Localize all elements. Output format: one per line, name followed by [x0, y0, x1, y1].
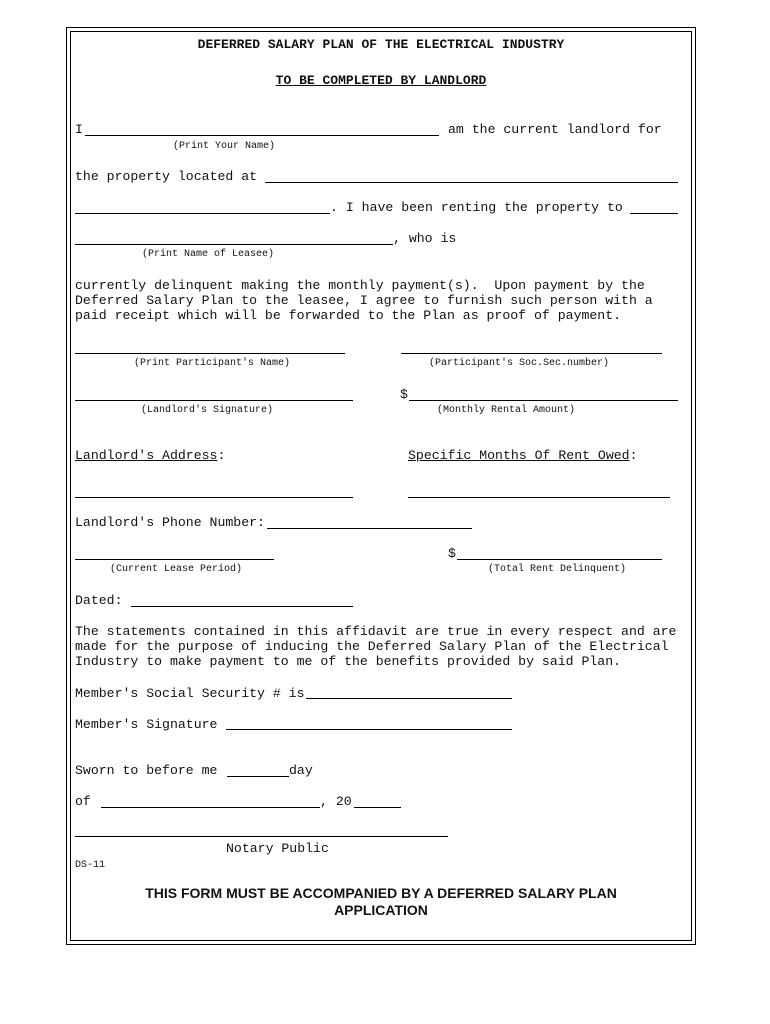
form-code: DS-11: [75, 860, 106, 871]
of-label: of: [75, 794, 91, 809]
specific-months-field[interactable]: [408, 497, 670, 498]
total-rent-delinquent-caption: (Total Rent Delinquent): [488, 564, 627, 575]
lessee-name-field[interactable]: [75, 244, 393, 245]
paragraph-line-3: paid receipt which will be forwarded to the Plan as proof of payment.: [75, 308, 622, 323]
member-ssn-field[interactable]: [306, 698, 512, 699]
landlord-phone-field[interactable]: [267, 528, 472, 529]
sworn-label: Sworn to before me: [75, 763, 218, 778]
print-name-caption: (Print Your Name): [173, 141, 276, 152]
renting-to-field[interactable]: [630, 213, 678, 214]
member-ssn-label: Member's Social Security # is: [75, 686, 305, 701]
renting-text: . I have been renting the property to: [330, 200, 623, 215]
notary-public-label: Notary Public: [226, 841, 329, 856]
landlord-signature-field[interactable]: [75, 400, 353, 401]
participant-name-caption: (Print Participant's Name): [134, 358, 291, 369]
sworn-month-field[interactable]: [101, 807, 320, 808]
dated-field[interactable]: [131, 606, 353, 607]
specific-months-label: Specific Months Of Rent Owed: [408, 448, 630, 463]
day-label: day: [289, 763, 313, 778]
form-subtitle: TO BE COMPLETED BY LANDLORD: [275, 73, 487, 88]
current-landlord-text: am the current landlord for: [448, 122, 662, 137]
who-is-text: , who is: [393, 231, 457, 246]
year-prefix: , 20: [320, 794, 352, 809]
property-address-field[interactable]: [265, 182, 678, 183]
current-lease-period-caption: (Current Lease Period): [110, 564, 243, 575]
paragraph-line-1: currently delinquent making the monthly payment(s). Upon payment by the: [75, 278, 645, 293]
footer-line-2: APPLICATION: [334, 902, 428, 918]
statement-line-1: The statements contained in this affidavit are true in every respect and are: [75, 624, 677, 639]
property-label: the property located at: [75, 169, 258, 184]
total-rent-dollar: $: [448, 546, 456, 561]
specific-months-colon: :: [629, 448, 638, 463]
monthly-rental-dollar: $: [400, 387, 408, 402]
participant-name-field[interactable]: [75, 353, 345, 354]
member-signature-field[interactable]: [226, 729, 512, 730]
paragraph-line-2: Deferred Salary Plan to the leasee, I agree to furnish such person with a: [75, 293, 653, 308]
footer-line-1: THIS FORM MUST BE ACCOMPANIED BY A DEFERRED SALARY PLAN: [145, 885, 617, 901]
member-signature-label: Member's Signature: [75, 717, 218, 732]
landlord-address-field[interactable]: [75, 497, 353, 498]
current-lease-period-field[interactable]: [75, 559, 274, 560]
property-address-continued-field[interactable]: [75, 213, 330, 214]
monthly-rental-field[interactable]: [409, 400, 678, 401]
notary-signature-field[interactable]: [75, 836, 448, 837]
landlord-signature-caption: (Landlord's Signature): [141, 405, 274, 416]
statement-line-3: Industry to make payment to me of the benefits provided by said Plan.: [75, 654, 622, 669]
landlord-address-colon: :: [217, 448, 226, 463]
landlord-phone-label: Landlord's Phone Number:: [75, 515, 265, 530]
sworn-year-field[interactable]: [354, 807, 401, 808]
form-title: DEFERRED SALARY PLAN OF THE ELECTRICAL INDUSTRY: [197, 37, 565, 52]
print-lessee-caption: (Print Name of Leasee): [142, 249, 275, 260]
landlord-address-label: Landlord's Address: [75, 448, 218, 463]
total-rent-delinquent-field[interactable]: [457, 559, 662, 560]
i-prefix: I: [75, 122, 83, 137]
statement-line-2: made for the purpose of inducing the Deferred Salary Plan of the Electrical: [75, 639, 669, 654]
sworn-day-field[interactable]: [227, 776, 289, 777]
monthly-rental-caption: (Monthly Rental Amount): [437, 405, 576, 416]
participant-ssn-field[interactable]: [401, 353, 662, 354]
participant-ssn-caption: (Participant's Soc.Sec.number): [429, 358, 610, 369]
landlord-name-field[interactable]: [85, 135, 439, 136]
dated-label: Dated:: [75, 593, 123, 608]
inner-border: [70, 31, 692, 941]
